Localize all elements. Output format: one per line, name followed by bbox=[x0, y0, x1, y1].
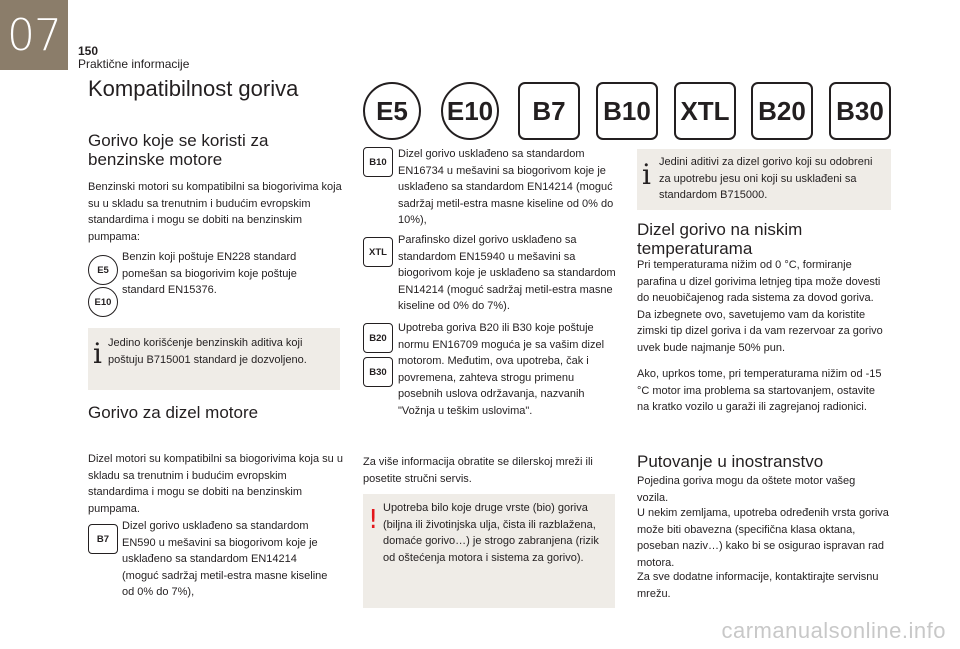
info-box-petrol bbox=[88, 328, 340, 390]
badge-b7: B7 bbox=[88, 524, 118, 554]
info-text-petrol: Jedino korišćenje benzinskih aditiva koji poštuju B715001 standard je dozvoljeno. bbox=[108, 337, 307, 366]
text-b20-b30: Upotreba goriva B20 ili B30 koje poštuje normu EN16709 moguća je sa vašim dizel motorom. Međutim, ova upotreba, čak i povremena, zahteva strogu primenu posebnih uslova održavanja, nazvanih "Vožnja u teškim uslovima". bbox=[398, 322, 605, 417]
text-b10: Dizel gorivo usklađeno sa standardom EN16734 u mešavini sa biogorivom koje je usklađeno sa standardom EN14214 (moguć sadržaj metil-estra masne kiseline od 0% do 10%), bbox=[398, 148, 614, 226]
warning-icon: ! bbox=[368, 505, 379, 535]
text-cold-weather: Pri temperaturama nižim od 0 °C, formiranje parafina u dizel gorivima letnjeg tipa može dovesti do neuobičajenog rada sistema za dovod goriva. Da izbegnete ovo, savetujemo vam da koristite zimski tip dizel goriva i da vam rezervoar za gorivo uvek bude najmanje 50% pun. bbox=[637, 259, 883, 354]
fuel-badge-b7: B7 bbox=[518, 82, 580, 140]
heading-petrol: Gorivo koje se koristi za benzinske motore bbox=[88, 131, 269, 169]
fuel-badge-b10: B10 bbox=[596, 82, 658, 140]
section-name: Praktične informacije bbox=[78, 57, 190, 71]
fuel-badge-b30: B30 bbox=[829, 82, 891, 140]
heading-cold-weather: Dizel gorivo na niskim temperaturama bbox=[637, 220, 803, 258]
text-cold-weather-2: Ako, uprkos tome, pri temperaturama nižim od -15 °C motor ima problema sa startovanjem, ostavite na kratko vozilo u garaži ili zagrejanoj radionici. bbox=[637, 368, 882, 413]
text-dealer-info: Za više informacija obratite se dilerskoj mreži ili posetite stručni servis. bbox=[363, 456, 593, 485]
badge-b20: B20 bbox=[363, 323, 393, 353]
fuel-badge-e5: E5 bbox=[363, 82, 421, 140]
badge-e10: E10 bbox=[88, 287, 118, 317]
page-number: 150 bbox=[78, 44, 99, 58]
text-abroad-2: U nekim zemljama, upotreba određenih vrsta goriva može biti obavezna (specifična klasa oktana, poseban naziv…) kako bi se osigurao ispravan rad motora. bbox=[637, 507, 889, 569]
page-title: Kompatibilnost goriva bbox=[88, 76, 299, 101]
heading-abroad: Putovanje u inostranstvo bbox=[637, 452, 824, 471]
fuel-badge-xtl: XTL bbox=[674, 82, 736, 140]
badge-b10: B10 bbox=[363, 147, 393, 177]
text-abroad-3: Za sve dodatne informacije, kontaktirajte servisnu mrežu. bbox=[637, 571, 879, 600]
text-e-fuels: Benzin koji poštuje EN228 standard pomešan sa biogorivim koje poštuje standard EN15376. bbox=[122, 251, 297, 296]
badge-e5: E5 bbox=[88, 255, 118, 285]
text-abroad-1: Pojedina goriva mogu da oštete motor vašeg vozila. bbox=[637, 475, 856, 504]
heading-diesel: Gorivo za dizel motore bbox=[88, 403, 259, 422]
info-icon: i bbox=[642, 158, 651, 191]
info-icon: i bbox=[93, 337, 102, 370]
warning-text: Upotreba bilo koje druge vrste (bio) goriva (biljna ili životinjska ulja, čista ili razblažena, domaće gorivo…) je strogo zabranjena (rizik od oštećenja motora i sistema za gorivo). bbox=[383, 502, 599, 564]
text-diesel-intro: Dizel motori su kompatibilni sa biogorivima koja su u skladu sa trenutnim i budućim evropskim standardima i mogu se dobiti na benzinskim pumpama. bbox=[88, 453, 343, 515]
info-box-diesel bbox=[637, 149, 891, 210]
fuel-badge-e10: E10 bbox=[441, 82, 499, 140]
text-xtl: Parafinsko dizel gorivo usklađeno sa standardom EN15940 u mešavini sa biogorivom koje je usklađeno sa standardom EN14214 (moguć sadržaj metil-estra masne kiseline od 0% do 7%). bbox=[398, 234, 616, 312]
watermark: carmanualsonline.info bbox=[721, 618, 946, 643]
warning-box bbox=[363, 494, 615, 608]
chapter-number: 07 bbox=[0, 0, 68, 70]
info-text-diesel: Jedini aditivi za dizel gorivo koji su odobreni za upotrebu jesu oni koji su usklađeni sa standardom B715000. bbox=[659, 156, 873, 201]
text-b7: Dizel gorivo usklađeno sa standardom EN590 u mešavini sa biogorivom koje je usklađeno sa standardom EN14214 (moguć sadržaj metil-estra masne kiseline od 0% do 7%), bbox=[122, 520, 328, 598]
badge-xtl: XTL bbox=[363, 237, 393, 267]
fuel-badge-b20: B20 bbox=[751, 82, 813, 140]
badge-b30: B30 bbox=[363, 357, 393, 387]
text-petrol-intro: Benzinski motori su kompatibilni sa biogorivima koja su u skladu sa trenutnim i budućim evropskim standardima i mogu se dobiti na benzinskim pumpama: bbox=[88, 181, 342, 243]
